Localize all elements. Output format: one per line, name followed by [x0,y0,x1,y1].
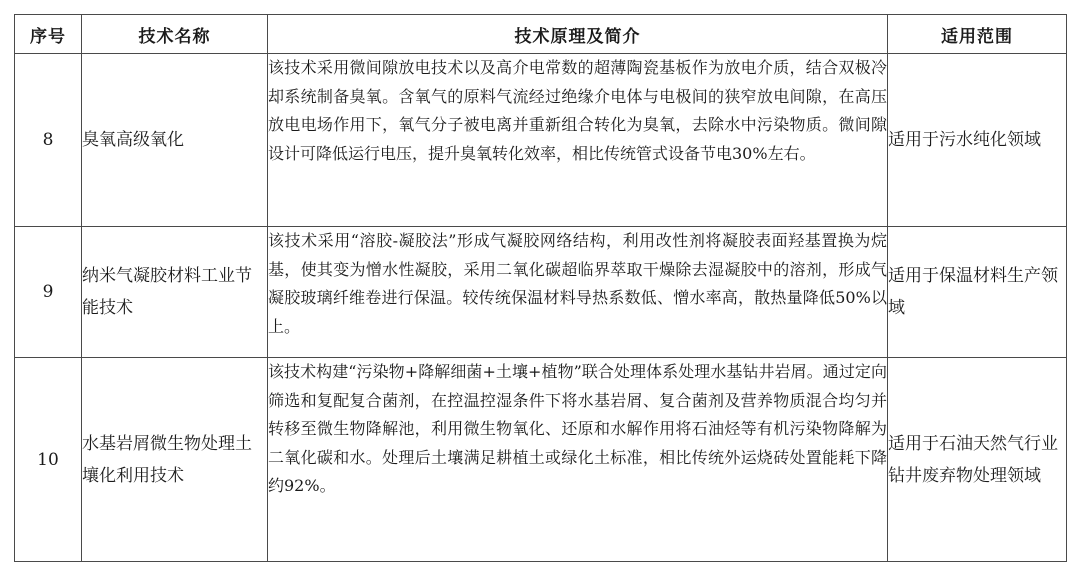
row-serial-number: 9 [15,227,82,358]
header-row [15,15,1067,54]
header-technology-description: 技术原理及简介 [268,15,888,54]
row-application-scope: 适用于污水纯化领域 [888,54,1067,227]
row-serial-number: 8 [15,54,82,227]
row-technology-name: 臭氧高级氧化 [82,54,268,227]
row-technology-name: 纳米气凝胶材料工业节能技术 [82,227,268,358]
table-row [15,358,1067,562]
technology-table [14,14,1067,562]
row-technology-description: 该技术采用“溶胶-凝胶法”形成气凝胶网络结构，利用改性剂将凝胶表面羟基置换为烷基，使其变为憎水性凝胶，采用二氧化碳超临界萃取干燥除去湿凝胶中的溶剂，形成气凝胶玻璃纤维卷进行保温。较传统保温材料导热系数低、憎水率高，散热量降低50%以上。 [268,227,888,358]
row-technology-description: 该技术采用微间隙放电技术以及高介电常数的超薄陶瓷基板作为放电介质，结合双极冷却系统制备臭氧。含氧气的原料气流经过绝缘介电体与电极间的狭窄放电间隙，在高压放电电场作用下，氧气分子被电离并重新组合转化为臭氧，去除水中污染物质。微间隙设计可降低运行电压，提升臭氧转化效率，相比传统管式设备节电30%左右。 [268,54,888,227]
header-application-scope: 适用范围 [888,15,1067,54]
row-technology-name: 水基岩屑微生物处理土壤化利用技术 [82,358,268,562]
row-serial-number: 10 [15,358,82,562]
table-row [15,54,1067,227]
table-row [15,227,1067,358]
row-application-scope: 适用于保温材料生产领域 [888,227,1067,358]
header-technology-name: 技术名称 [82,15,268,54]
header-serial-number: 序号 [15,15,82,54]
row-application-scope: 适用于石油天然气行业钻井废弃物处理领域 [888,358,1067,562]
row-technology-description: 该技术构建“污染物+降解细菌+土壤+植物”联合处理体系处理水基钻井岩屑。通过定向筛选和复配复合菌剂，在控温控湿条件下将水基岩屑、复合菌剂及营养物质混合均匀并转移至微生物降解池，利用微生物氧化、还原和水解作用将石油烃等有机污染物降解为二氧化碳和水。处理后土壤满足耕植土或绿化土标准，相比传统外运烧砖处置能耗下降约92%。 [268,358,888,562]
